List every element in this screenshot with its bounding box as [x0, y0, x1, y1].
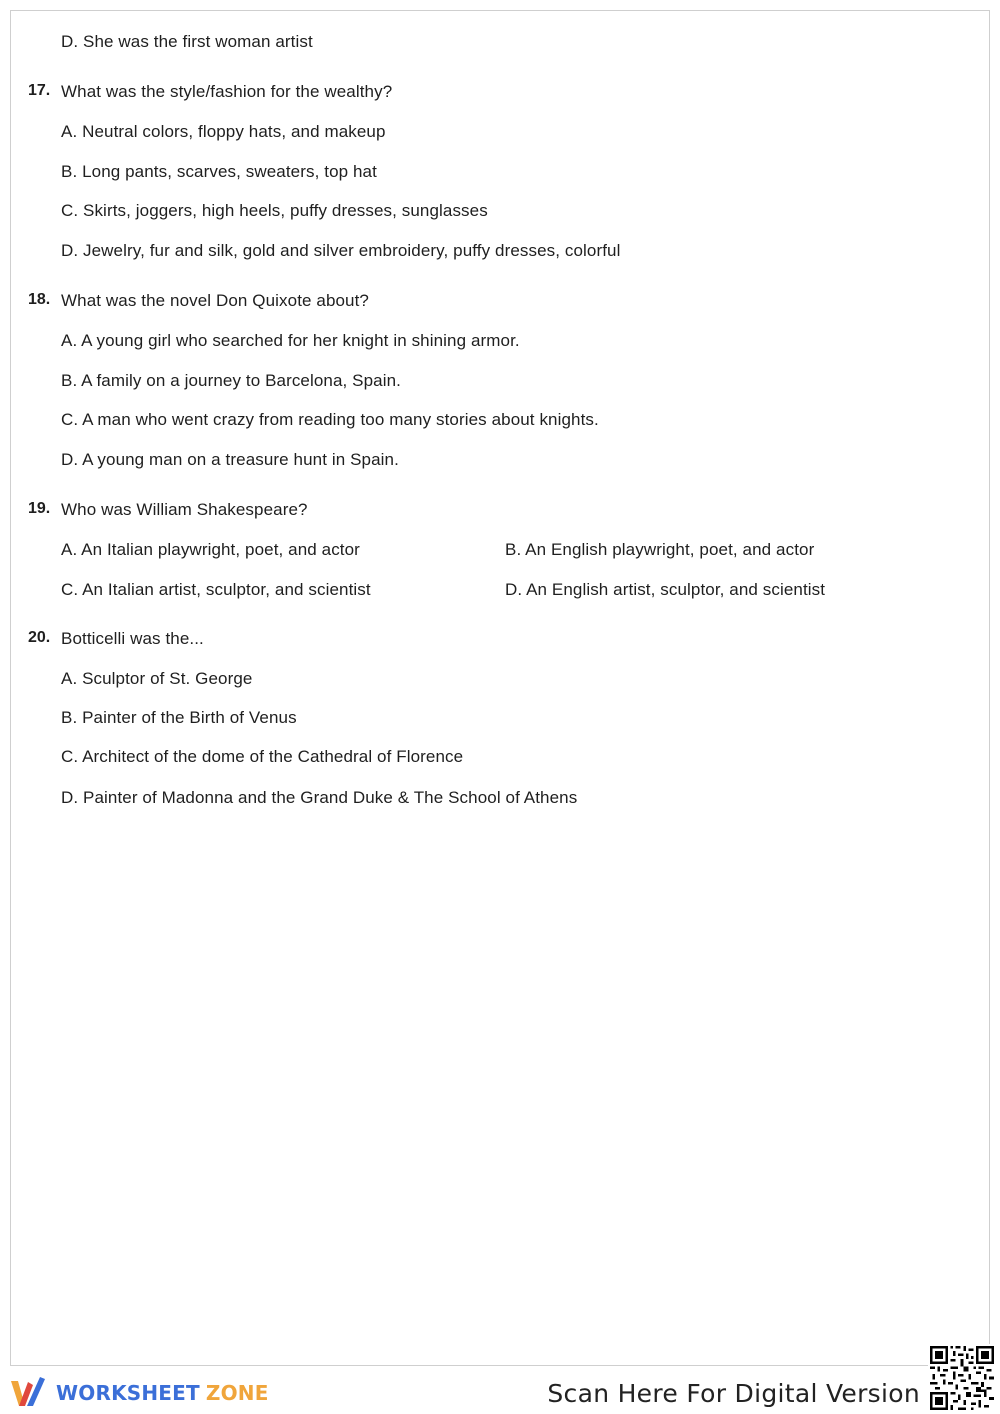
question-17-option-d: D. Jewelry, fur and silk, gold and silver embroidery, puffy dresses, colorful [61, 241, 621, 260]
question-20-option-d: D. Painter of Madonna and the Grand Duke & The School of Athens [61, 788, 578, 807]
question-18-number: 18. [28, 291, 51, 308]
question-17-option-c: C. Skirts, joggers, high heels, puffy dresses, sunglasses [61, 201, 488, 220]
question-20-text: Botticelli was the... [61, 629, 204, 648]
worksheetzone-logo-icon [10, 1376, 52, 1410]
question-17-option-a: A. Neutral colors, floppy hats, and makeup [61, 122, 386, 141]
brand-name [56, 1381, 269, 1405]
question-20-number: 20. [28, 629, 51, 646]
brand-name-part2: ZONE [205, 1381, 269, 1405]
question-18-option-b: B. A family on a journey to Barcelona, Spain. [61, 371, 401, 390]
question-17-number: 17. [28, 82, 51, 99]
scan-label: Scan Here For Digital Version [547, 1379, 920, 1408]
worksheetzone-logo[interactable] [10, 1376, 269, 1410]
question-19-option-d: D. An English artist, sculptor, and scientist [505, 580, 826, 599]
question-19-number: 19. [28, 500, 51, 517]
qr-code-icon[interactable] [928, 1344, 996, 1412]
brand-name-part1: WORKSHEET [56, 1381, 200, 1405]
question-17-text: What was the style/fashion for the wealthy? [61, 82, 393, 101]
question-19-option-c: C. An Italian artist, sculptor, and scientist [61, 580, 371, 599]
question-20-option-a: A. Sculptor of St. George [61, 669, 253, 688]
question-17-option-b: B. Long pants, scarves, sweaters, top hat [61, 162, 377, 181]
carryover-option-d: D. She was the first woman artist [61, 32, 313, 51]
question-19-option-b: B. An English playwright, poet, and actor [505, 540, 815, 559]
question-18-option-a: A. A young girl who searched for her knight in shining armor. [61, 331, 520, 350]
question-18-option-c: C. A man who went crazy from reading too many stories about knights. [61, 410, 599, 429]
question-19-option-a: A. An Italian playwright, poet, and actor [61, 540, 360, 559]
question-20-option-b: B. Painter of the Birth of Venus [61, 708, 297, 727]
question-18-option-d: D. A young man on a treasure hunt in Spain. [61, 450, 399, 469]
question-18-text: What was the novel Don Quixote about? [61, 291, 369, 310]
question-20-option-c: C. Architect of the dome of the Cathedral of Florence [61, 747, 464, 766]
question-19-text: Who was William Shakespeare? [61, 500, 308, 519]
